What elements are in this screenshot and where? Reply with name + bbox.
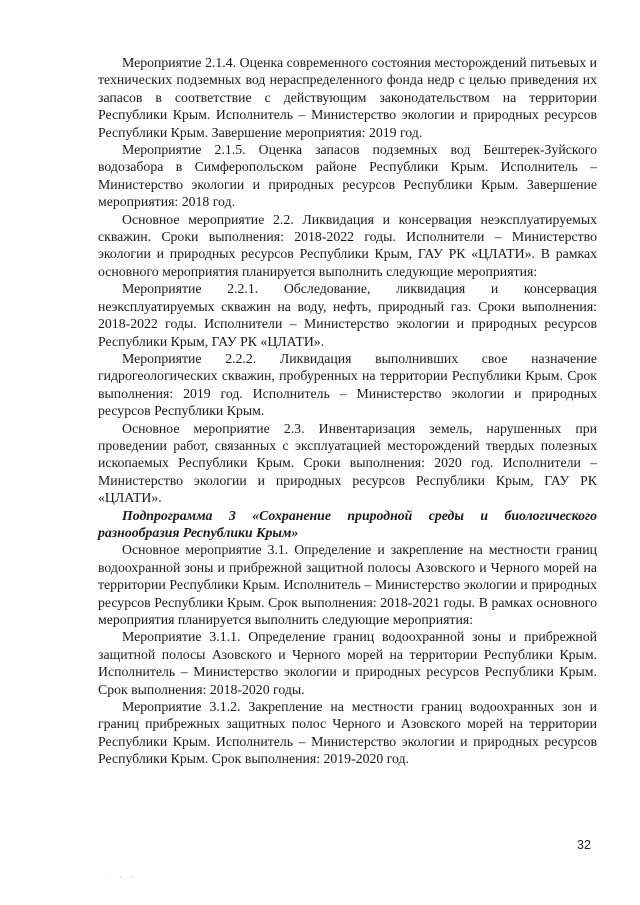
paragraph-activity-3-1-2: Мероприятие 3.1.2. Закрепление на местности границ водоохранных зон и границ прибрежных защитных полос Черного и Азовского морей на территории Республики Крым. Исполнитель – Министерство экологии и природных ресурсов Республики Крым. Срок выполнения: 2019-2020 год. <box>98 699 597 767</box>
paragraph-activity-3-1-1: Мероприятие 3.1.1. Определение границ водоохранной зоны и прибрежной защитной полосы Азовского и Черного морей на территории Республики Крым. Исполнитель – Министерство экологии и природных ресурсов Республики Крым. Срок выполнения: 2018-2020 годы. <box>98 629 597 697</box>
paragraph-activity-2-2-2: Мероприятие 2.2.2. Ликвидация выполнивших свое назначение гидрогеологических скважин, пробуренных на территории Республики Крым. Срок выполнения: 2019 год. Исполнитель – Министерство экологии и природных ресурсов Республики Крым. <box>98 350 597 419</box>
document-page <box>98 54 597 768</box>
paragraph-activity-2-1-5: Мероприятие 2.1.5. Оценка запасов подземных вод Бештерек-Зуйского водозабора в Симферопольском районе Республики Крым. Исполнитель – Министерство экологии и природных ресурсов Республики Крым. Завершение мероприятия: 2018 год. <box>98 142 597 210</box>
paragraph-main-activity-2-2: Основное мероприятие 2.2. Ликвидация и консервация неэксплуатируемых скважин. Сроки выполнения: 2018-2022 годы. Исполнители – Министерство экологии и природных ресурсов Республики Крым, ГАУ РК «ЦЛАТИ». В рамках основного мероприятия планируется выполнить следующие мероприятия: <box>98 211 597 279</box>
page-number: 32 <box>577 838 591 852</box>
paragraph-activity-2-2-1: Мероприятие 2.2.1. Обследование, ликвидация и консервация неэксплуатируемых скважин на воду, нефть, природный газ. Сроки выполнения: 2018-2022 годы. Исполнители – Министерство экологии и природных ресурсов Республики Крым, ГАУ РК «ЦЛАТИ». <box>98 281 597 349</box>
paragraph-activity-2-1-4: Мероприятие 2.1.4. Оценка современного состояния месторождений питьевых и технических подземных вод нераспределенного фонда недр с целью приведения их запасов в соответствие с действующим законодательством на территории Республики Крым. Исполнитель – Министерство экологии и природных ресурсов Республики Крым. Завершение мероприятия: 2019 год. <box>98 55 597 140</box>
paragraph-main-activity-2-3: Основное мероприятие 2.3. Инвентаризация земель, нарушенных при проведении работ, связанных с эксплуатацией месторождений твердых полезных ископаемых Республики Крым. Сроки выполнения: 2020 год. Исполнители – Министерство экологии и природных ресурсов Республики Крым, ГАУ РК «ЦЛАТИ». <box>98 420 597 506</box>
subprogram-3-heading: Подпрограмма 3 «Сохранение природной среды и биологического разнообразия Республики Крым» <box>98 507 597 540</box>
scan-specks-decoration: · · · <box>108 873 136 882</box>
paragraph-main-activity-3-1: Основное мероприятие 3.1. Определение и закрепление на местности границ водоохранной зоны и прибрежной защитной полосы Азовского и Черного морей на территории Республики Крым. Исполнитель – Министерство экологии и природных ресурсов Республики Крым. Срок выполнения: 2018-2021 годы. В рамках основного мероприятия планируется выполнить следующие мероприятия: <box>98 542 597 627</box>
